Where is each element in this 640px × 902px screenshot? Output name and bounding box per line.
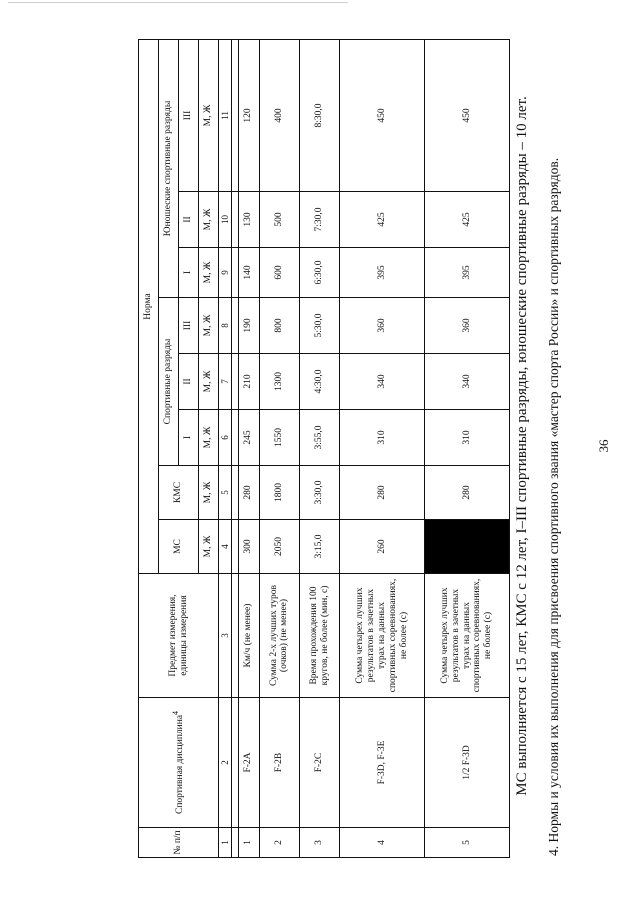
table-row bbox=[300, 39, 340, 857]
gender-y2: М, Ж bbox=[199, 192, 219, 248]
table-row bbox=[259, 39, 299, 857]
row-sport-2: 340 bbox=[425, 354, 510, 410]
col-index: 6 bbox=[219, 410, 232, 466]
row-num: 3 bbox=[300, 828, 340, 858]
row-sport-3: 190 bbox=[238, 298, 259, 354]
row-ms: 300 bbox=[238, 520, 259, 574]
col-index: 4 bbox=[219, 520, 232, 574]
row-discipline: F-3D, F-3E bbox=[340, 698, 425, 828]
row-youth-3: 400 bbox=[259, 39, 299, 191]
section-heading: 4. Нормы и условия их выполнения для присвоения спортивного звания «мастер спорта России» и спортивных разрядов. bbox=[546, 157, 561, 856]
row-sport-1: 310 bbox=[425, 410, 510, 466]
row-sport-3: 5:30,0 bbox=[300, 298, 340, 354]
row-youth-2: 500 bbox=[259, 192, 299, 248]
row-youth-1: 6:30,0 bbox=[300, 248, 340, 298]
blank-cell bbox=[231, 192, 238, 248]
col-index: 5 bbox=[219, 466, 232, 520]
col-index: 9 bbox=[219, 248, 232, 298]
row-youth-1: 395 bbox=[425, 248, 510, 298]
header-row-1 bbox=[139, 39, 159, 857]
header-youth-rank-3: III bbox=[179, 39, 199, 191]
header-discipline-label: Спортивная дисциплина bbox=[175, 714, 186, 815]
blank-cell bbox=[231, 520, 238, 574]
row-youth-3: 120 bbox=[238, 39, 259, 191]
row-sport-3: 800 bbox=[259, 298, 299, 354]
blank-cell bbox=[231, 298, 238, 354]
row-youth-1: 140 bbox=[238, 248, 259, 298]
blank-cell bbox=[231, 466, 238, 520]
header-sport-rank-1: I bbox=[179, 410, 199, 466]
row-sport-3: 360 bbox=[340, 298, 425, 354]
row-youth-3: 8:30,0 bbox=[300, 39, 340, 191]
row-num: 2 bbox=[259, 828, 299, 858]
blank-cell bbox=[231, 828, 238, 858]
header-sport-ranks: Спортивные разряды bbox=[159, 298, 179, 466]
row-sport-1: 3:55,0 bbox=[300, 410, 340, 466]
row-youth-1: 395 bbox=[340, 248, 425, 298]
row-kms: 3:30,0 bbox=[300, 466, 340, 520]
gender-s3: М, Ж bbox=[199, 298, 219, 354]
row-youth-2: 7:30,0 bbox=[300, 192, 340, 248]
col-index: 11 bbox=[219, 39, 232, 191]
row-youth-2: 425 bbox=[340, 192, 425, 248]
blank-cell bbox=[231, 354, 238, 410]
norms-table bbox=[138, 39, 510, 858]
gender-y3: М, Ж bbox=[199, 39, 219, 191]
row-youth-2: 130 bbox=[238, 192, 259, 248]
header-discipline bbox=[139, 698, 219, 828]
table-row bbox=[425, 39, 510, 857]
row-ms: 260 bbox=[340, 520, 425, 574]
row-sport-2: 4:30,0 bbox=[300, 354, 340, 410]
column-index-row bbox=[219, 39, 232, 857]
row-sport-2: 210 bbox=[238, 354, 259, 410]
header-sport-rank-3: III bbox=[179, 298, 199, 354]
row-discipline: 1/2 F-3D bbox=[425, 698, 510, 828]
row-sport-2: 1300 bbox=[259, 354, 299, 410]
row-youth-3: 450 bbox=[425, 39, 510, 191]
redacted-ms-cell bbox=[425, 520, 510, 574]
gender-kms: М, Ж bbox=[199, 466, 219, 520]
row-num: 1 bbox=[238, 828, 259, 858]
row-measure: Км/ч (не менее) bbox=[238, 574, 259, 698]
row-num: 4 bbox=[340, 828, 425, 858]
header-youth-rank-2: II bbox=[179, 192, 199, 248]
blank-cell bbox=[231, 410, 238, 466]
col-index: 2 bbox=[219, 698, 232, 828]
footnote-mark: 4 bbox=[171, 710, 181, 715]
row-measure: Сумма 2-х лучших туров (очков) (не менее) bbox=[259, 574, 299, 698]
gender-y1: М, Ж bbox=[199, 248, 219, 298]
separator-row bbox=[231, 39, 238, 857]
row-kms: 1800 bbox=[259, 466, 299, 520]
gender-s2: М, Ж bbox=[199, 354, 219, 410]
col-index: 10 bbox=[219, 192, 232, 248]
blank-cell bbox=[231, 248, 238, 298]
row-ms: 2050 bbox=[259, 520, 299, 574]
row-kms: 280 bbox=[425, 466, 510, 520]
row-sport-3: 360 bbox=[425, 298, 510, 354]
row-youth-2: 425 bbox=[425, 192, 510, 248]
page-number: 36 bbox=[596, 439, 611, 453]
row-measure: Сумма четырех лучших результатов в зачетных турах на данных спортивных соревнованиях, не более (с) bbox=[425, 574, 510, 698]
header-youth-ranks: Юношеские спортивные разряды bbox=[159, 39, 179, 297]
gender-ms: М, Ж bbox=[199, 520, 219, 574]
header-ms: МС bbox=[159, 520, 199, 574]
header-num: № п/п bbox=[139, 828, 219, 858]
row-sport-1: 245 bbox=[238, 410, 259, 466]
blank-cell bbox=[231, 574, 238, 698]
blank-cell bbox=[231, 39, 238, 191]
row-discipline: F-2B bbox=[259, 698, 299, 828]
row-measure: Время прохождения 100 кругов, не более (мин, с) bbox=[300, 574, 340, 698]
header-sport-rank-2: II bbox=[179, 354, 199, 410]
row-sport-1: 1550 bbox=[259, 410, 299, 466]
gender-s1: М, Ж bbox=[199, 410, 219, 466]
header-youth-rank-1: I bbox=[179, 248, 199, 298]
header-kms: КМС bbox=[159, 466, 199, 520]
row-ms: 3:15,0 bbox=[300, 520, 340, 574]
row-sport-2: 340 bbox=[340, 354, 425, 410]
row-num: 5 bbox=[425, 828, 510, 858]
table-row bbox=[340, 39, 425, 857]
header-norma: Норма bbox=[139, 39, 159, 573]
col-index: 1 bbox=[219, 828, 232, 858]
col-index: 3 bbox=[219, 574, 232, 698]
row-sport-1: 310 bbox=[340, 410, 425, 466]
row-youth-1: 600 bbox=[259, 248, 299, 298]
header-measure: Предмет измерения, единицы измерения bbox=[139, 574, 219, 698]
col-index: 8 bbox=[219, 298, 232, 354]
row-kms: 280 bbox=[238, 466, 259, 520]
age-requirements: МС выполняется с 15 лет, КМС с 12 лет, I–III спортивные разряды, юношеские спортивные разряды – 10 лет. bbox=[514, 96, 530, 796]
col-index: 7 bbox=[219, 354, 232, 410]
row-kms: 280 bbox=[340, 466, 425, 520]
blank-cell bbox=[231, 698, 238, 828]
row-discipline: F-2C bbox=[300, 698, 340, 828]
row-discipline: F-2A bbox=[238, 698, 259, 828]
row-youth-3: 450 bbox=[340, 39, 425, 191]
table-row bbox=[238, 39, 259, 857]
row-measure: Сумма четырех лучших результатов в зачетных турах на данных спортивных соревнованиях, не более (с) bbox=[340, 574, 425, 698]
